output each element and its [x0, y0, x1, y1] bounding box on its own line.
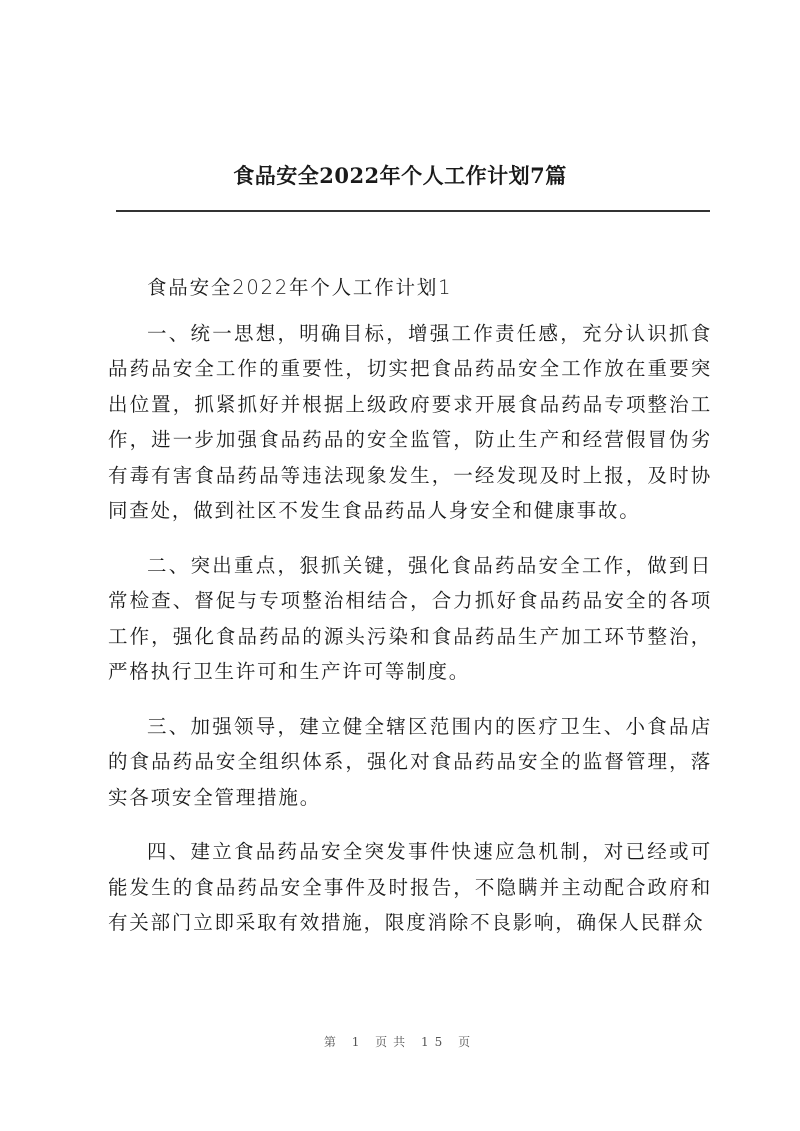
- section-heading: 食品安全2022年个人工作计划1: [147, 276, 453, 299]
- document-title: 食品安全2022年个人工作计划7篇: [233, 163, 567, 188]
- page-footer: 第 1 页共 15 页: [323, 1035, 477, 1049]
- document-body: [108, 270, 712, 960]
- paragraph-4: 四、建立食品药品安全突发事件快速应急机制，对已经或可能发生的食品药品安全事件及时报告，不隐瞒并主动配合政府和有关部门立即采取有效措施，限度消除不良影响，确保人民群众: [108, 840, 712, 934]
- paragraph-2: 二、突出重点，狠抓关键，强化食品药品安全工作，做到日常检查、督促与专项整治相结合，合力抓好食品药品安全的各项工作，强化食品药品的源头污染和食品药品生产加工环节整治，严格执行卫生许可和生产许可等制度。: [108, 553, 712, 683]
- title-divider: [116, 210, 710, 212]
- paragraph-3: 三、加强领导，建立健全辖区范围内的医疗卫生、小食品店的食品药品安全组织体系，强化对食品药品安全的监督管理，落实各项安全管理措施。: [108, 714, 712, 809]
- paragraph-1: 一、统一思想，明确目标，增强工作责任感，充分认识抓食品药品安全工作的重要性，切实把食品药品安全工作放在重要突出位置，抓紧抓好并根据上级政府要求开展食品药品专项整治工作，进一步加强食品药品的安全监管，防止生产和经营假冒伪劣有毒有害食品药品等违法现象发生，一经发现及时上报，及时协同查处，做到社区不发生食品药品人身安全和健康事故。: [108, 321, 712, 522]
